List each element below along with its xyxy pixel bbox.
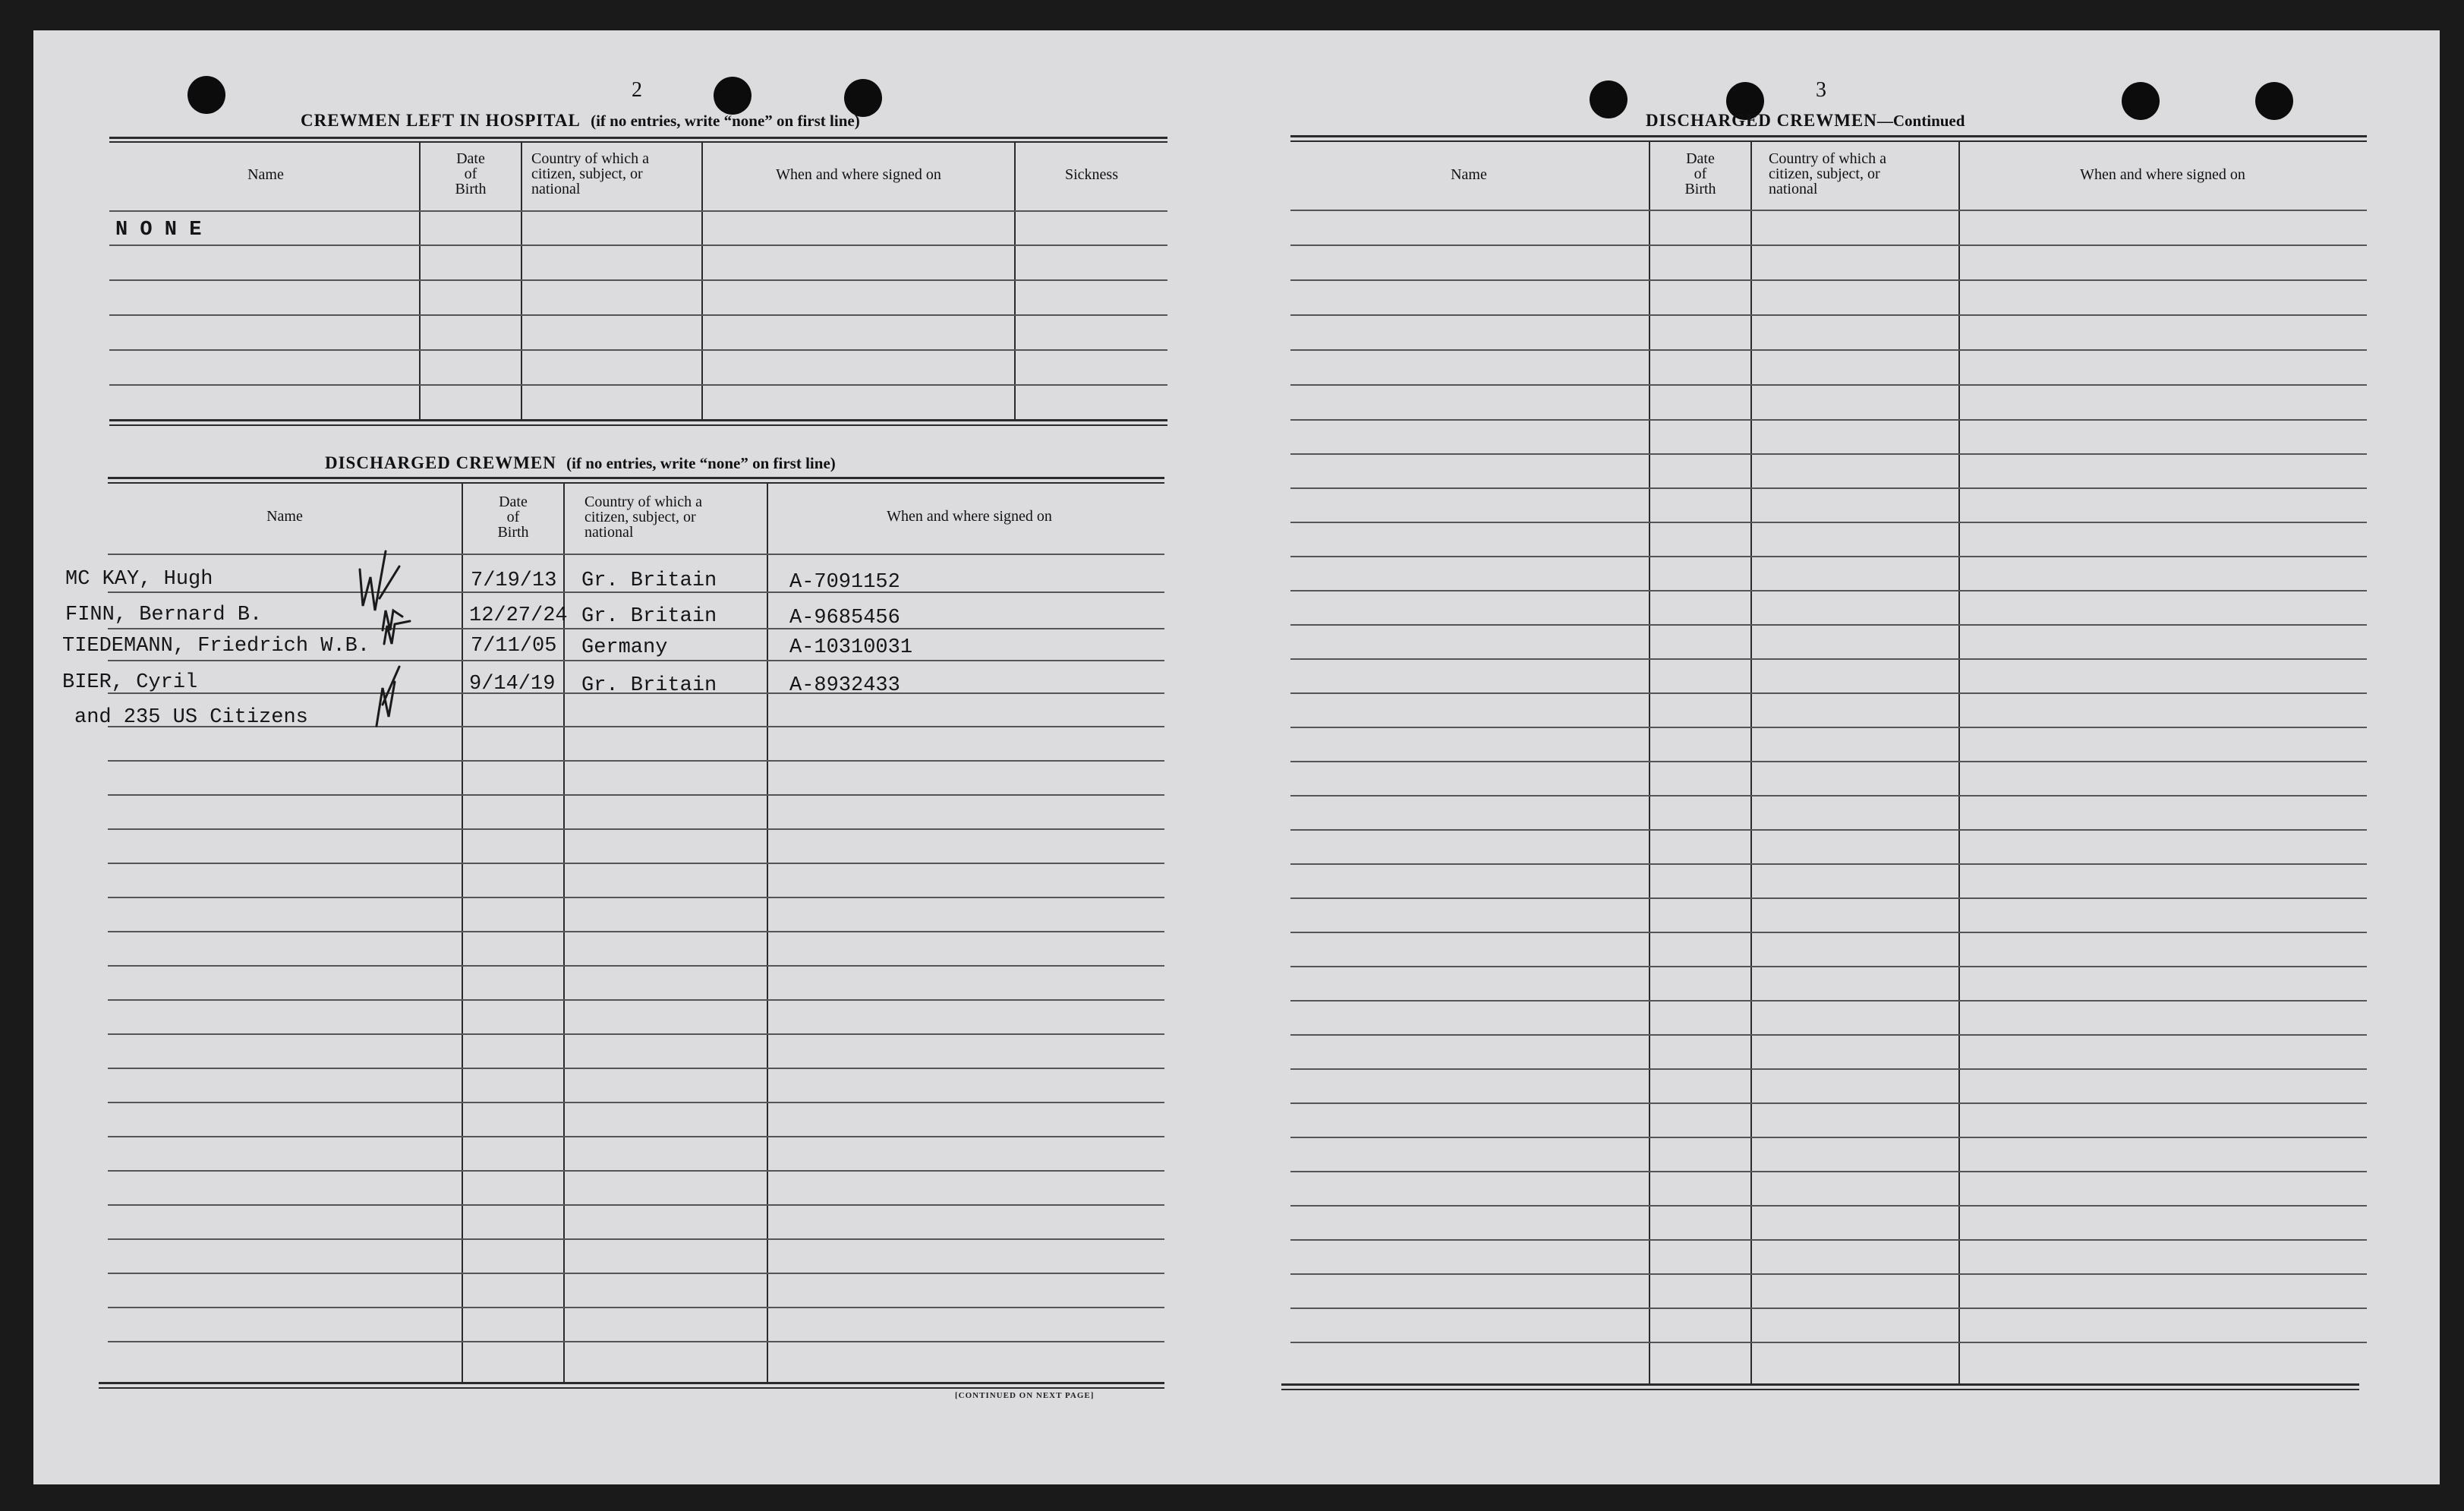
discharged-top-rule: [108, 477, 1164, 479]
right-section-title: [1646, 111, 1965, 131]
right-row-rule: [1290, 966, 2367, 967]
right-row-rule: [1290, 279, 2367, 281]
discharged-row-rule: [108, 897, 1164, 898]
hospital-title-main: CREWMEN LEFT IN HOSPITAL: [301, 111, 581, 130]
discharged-row-rule: [108, 1273, 1164, 1274]
right-header-dob: Date of Birth: [1684, 150, 1716, 197]
right-title-main: DISCHARGED CREWMEN: [1646, 111, 1877, 130]
discharged-row-rule: [108, 965, 1164, 967]
right-row-rule: [1290, 1239, 2367, 1241]
right-row-rule: [1290, 590, 2367, 591]
discharged-row-rule: [108, 828, 1164, 830]
right-row-rule: [1290, 624, 2367, 626]
right-row-rule: [1290, 692, 2367, 694]
right-row-rule: [1290, 795, 2367, 797]
discharged-header-rule: [108, 554, 1164, 555]
right-row-rule: [1290, 1068, 2367, 1070]
crew-dob: 12/27/24: [469, 604, 568, 627]
crew-dob: 9/14/19: [469, 673, 556, 696]
crew-country: Gr. Britain: [581, 605, 717, 628]
right-row-rule: [1290, 1034, 2367, 1036]
right-row-rule: [1290, 897, 2367, 899]
right-header-country: Country of which a citizen, subject, or national: [1769, 150, 1886, 197]
crew-dob: 7/19/13: [471, 569, 557, 592]
right-row-rule: [1290, 1000, 2367, 1002]
crew-dob: 7/11/05: [471, 635, 557, 658]
discharged-row-rule: [108, 999, 1164, 1001]
right-bottom-rule-2: [1281, 1389, 2359, 1390]
discharged-row-rule: [108, 931, 1164, 932]
right-row-rule: [1290, 244, 2367, 246]
right-row-rule: [1290, 522, 2367, 523]
right-row-rule: [1290, 658, 2367, 660]
right-row-rule: [1290, 863, 2367, 865]
crew-signed-on: A-9685456: [789, 607, 900, 629]
punch-hole-1: [187, 76, 225, 114]
right-row-rule: [1290, 419, 2367, 421]
hospital-entry-none: N O N E: [115, 219, 202, 241]
us-citizens-note: and 235 US Citizens: [74, 706, 308, 729]
right-row-rule: [1290, 1273, 2367, 1275]
discharged-row-rule: [108, 760, 1164, 762]
right-header-name: Name: [1451, 166, 1487, 183]
hospital-header-rule: [109, 210, 1167, 212]
hospital-title-note: (if no entries, write “none” on first line): [591, 112, 860, 130]
crew-signed-on: A-10310031: [789, 636, 913, 659]
right-row-rule: [1290, 314, 2367, 316]
right-row-rule: [1290, 829, 2367, 831]
right-row-rule: [1290, 487, 2367, 489]
crew-country: Gr. Britain: [581, 569, 717, 592]
crew-name: MC KAY, Hugh: [65, 568, 213, 591]
hospital-row-rule: [109, 244, 1167, 246]
discharged-row-rule: [108, 1204, 1164, 1206]
document-paper: [33, 30, 2440, 1484]
continued-on-next-page: [CONTINUED ON NEXT PAGE]: [955, 1391, 1095, 1400]
right-header-signed: When and where signed on: [2080, 166, 2245, 183]
discharged-row-rule: [108, 1341, 1164, 1342]
discharged-row-rule: [108, 794, 1164, 796]
discharged-bottom-rule: [99, 1382, 1164, 1384]
discharged-title-main: DISCHARGED CREWMEN: [325, 453, 556, 472]
crew-country: Germany: [581, 636, 668, 659]
punch-hole-4: [1590, 80, 1627, 118]
crew-name: BIER, Cyril: [62, 671, 198, 694]
right-row-rule: [1290, 1137, 2367, 1138]
right-row-rule: [1290, 727, 2367, 728]
discharged-header-name: Name: [266, 508, 303, 525]
right-row-rule: [1290, 1342, 2367, 1343]
page-number-right: 3: [1816, 78, 1826, 102]
hospital-section-title: [301, 111, 860, 131]
hospital-header-signed: When and where signed on: [776, 166, 941, 183]
hospital-header-dob: Date of Birth: [455, 150, 487, 197]
right-header-rule: [1290, 210, 2367, 211]
discharged-header-country: Country of which a citizen, subject, or national: [584, 494, 702, 541]
right-col-divider-3: [1958, 141, 1960, 1385]
handwritten-check-marks: [349, 538, 425, 735]
discharged-row-rule: [108, 1238, 1164, 1240]
right-row-rule: [1290, 1308, 2367, 1309]
discharged-row-rule: [108, 863, 1164, 864]
hospital-header-sickness: Sickness: [1065, 166, 1118, 183]
crew-name: TIEDEMANN, Friedrich W.B.: [62, 635, 370, 658]
discharged-row-rule: [108, 1068, 1164, 1069]
discharged-row-rule: [108, 1170, 1164, 1172]
discharged-title-note: (if no entries, write “none” on first line): [566, 454, 836, 472]
discharged-header-dob: Date of Birth: [497, 494, 529, 541]
punch-hole-2: [714, 77, 751, 115]
right-row-rule: [1290, 556, 2367, 557]
discharged-row-rule: [108, 660, 1164, 661]
hospital-row-rule: [109, 384, 1167, 386]
discharged-bottom-rule-2: [99, 1387, 1164, 1389]
hospital-bottom-rule: [109, 419, 1167, 421]
discharged-row-rule: [108, 1307, 1164, 1308]
hospital-header-name: Name: [247, 166, 284, 183]
crew-country: Gr. Britain: [581, 674, 717, 697]
right-top-rule: [1290, 135, 2367, 137]
hospital-top-rule-2: [109, 141, 1167, 143]
discharged-row-rule: [108, 1136, 1164, 1137]
discharged-top-rule-2: [108, 482, 1164, 484]
right-row-rule: [1290, 349, 2367, 351]
page-number-left: 2: [632, 78, 642, 102]
right-row-rule: [1290, 384, 2367, 386]
crew-signed-on: A-8932433: [789, 674, 900, 697]
hospital-row-rule: [109, 279, 1167, 281]
right-title-note: —Continued: [1876, 112, 1965, 130]
discharged-section-title: [325, 453, 836, 473]
right-row-rule: [1290, 1205, 2367, 1207]
discharged-row-rule: [108, 1033, 1164, 1035]
right-row-rule: [1290, 1171, 2367, 1172]
discharged-col-divider-3: [767, 483, 768, 1382]
right-top-rule-2: [1290, 140, 2367, 142]
discharged-header-signed: When and where signed on: [887, 508, 1052, 525]
hospital-top-rule: [109, 137, 1167, 139]
right-row-rule: [1290, 932, 2367, 933]
right-col-divider-1: [1649, 141, 1650, 1385]
punch-hole-6: [2122, 82, 2160, 120]
hospital-row-rule: [109, 314, 1167, 316]
right-row-rule: [1290, 453, 2367, 455]
right-bottom-rule: [1281, 1383, 2359, 1386]
discharged-col-divider-1: [462, 483, 463, 1382]
crew-signed-on: A-7091152: [789, 571, 900, 594]
hospital-row-rule: [109, 349, 1167, 351]
discharged-row-rule: [108, 628, 1164, 629]
right-row-rule: [1290, 761, 2367, 762]
punch-hole-7: [2255, 82, 2293, 120]
crew-name: FINN, Bernard B.: [65, 604, 263, 626]
right-col-divider-2: [1750, 141, 1752, 1385]
hospital-bottom-rule-2: [109, 424, 1167, 426]
hospital-header-country: Country of which a citizen, subject, or national: [531, 150, 649, 197]
right-row-rule: [1290, 1102, 2367, 1104]
discharged-row-rule: [108, 1102, 1164, 1103]
